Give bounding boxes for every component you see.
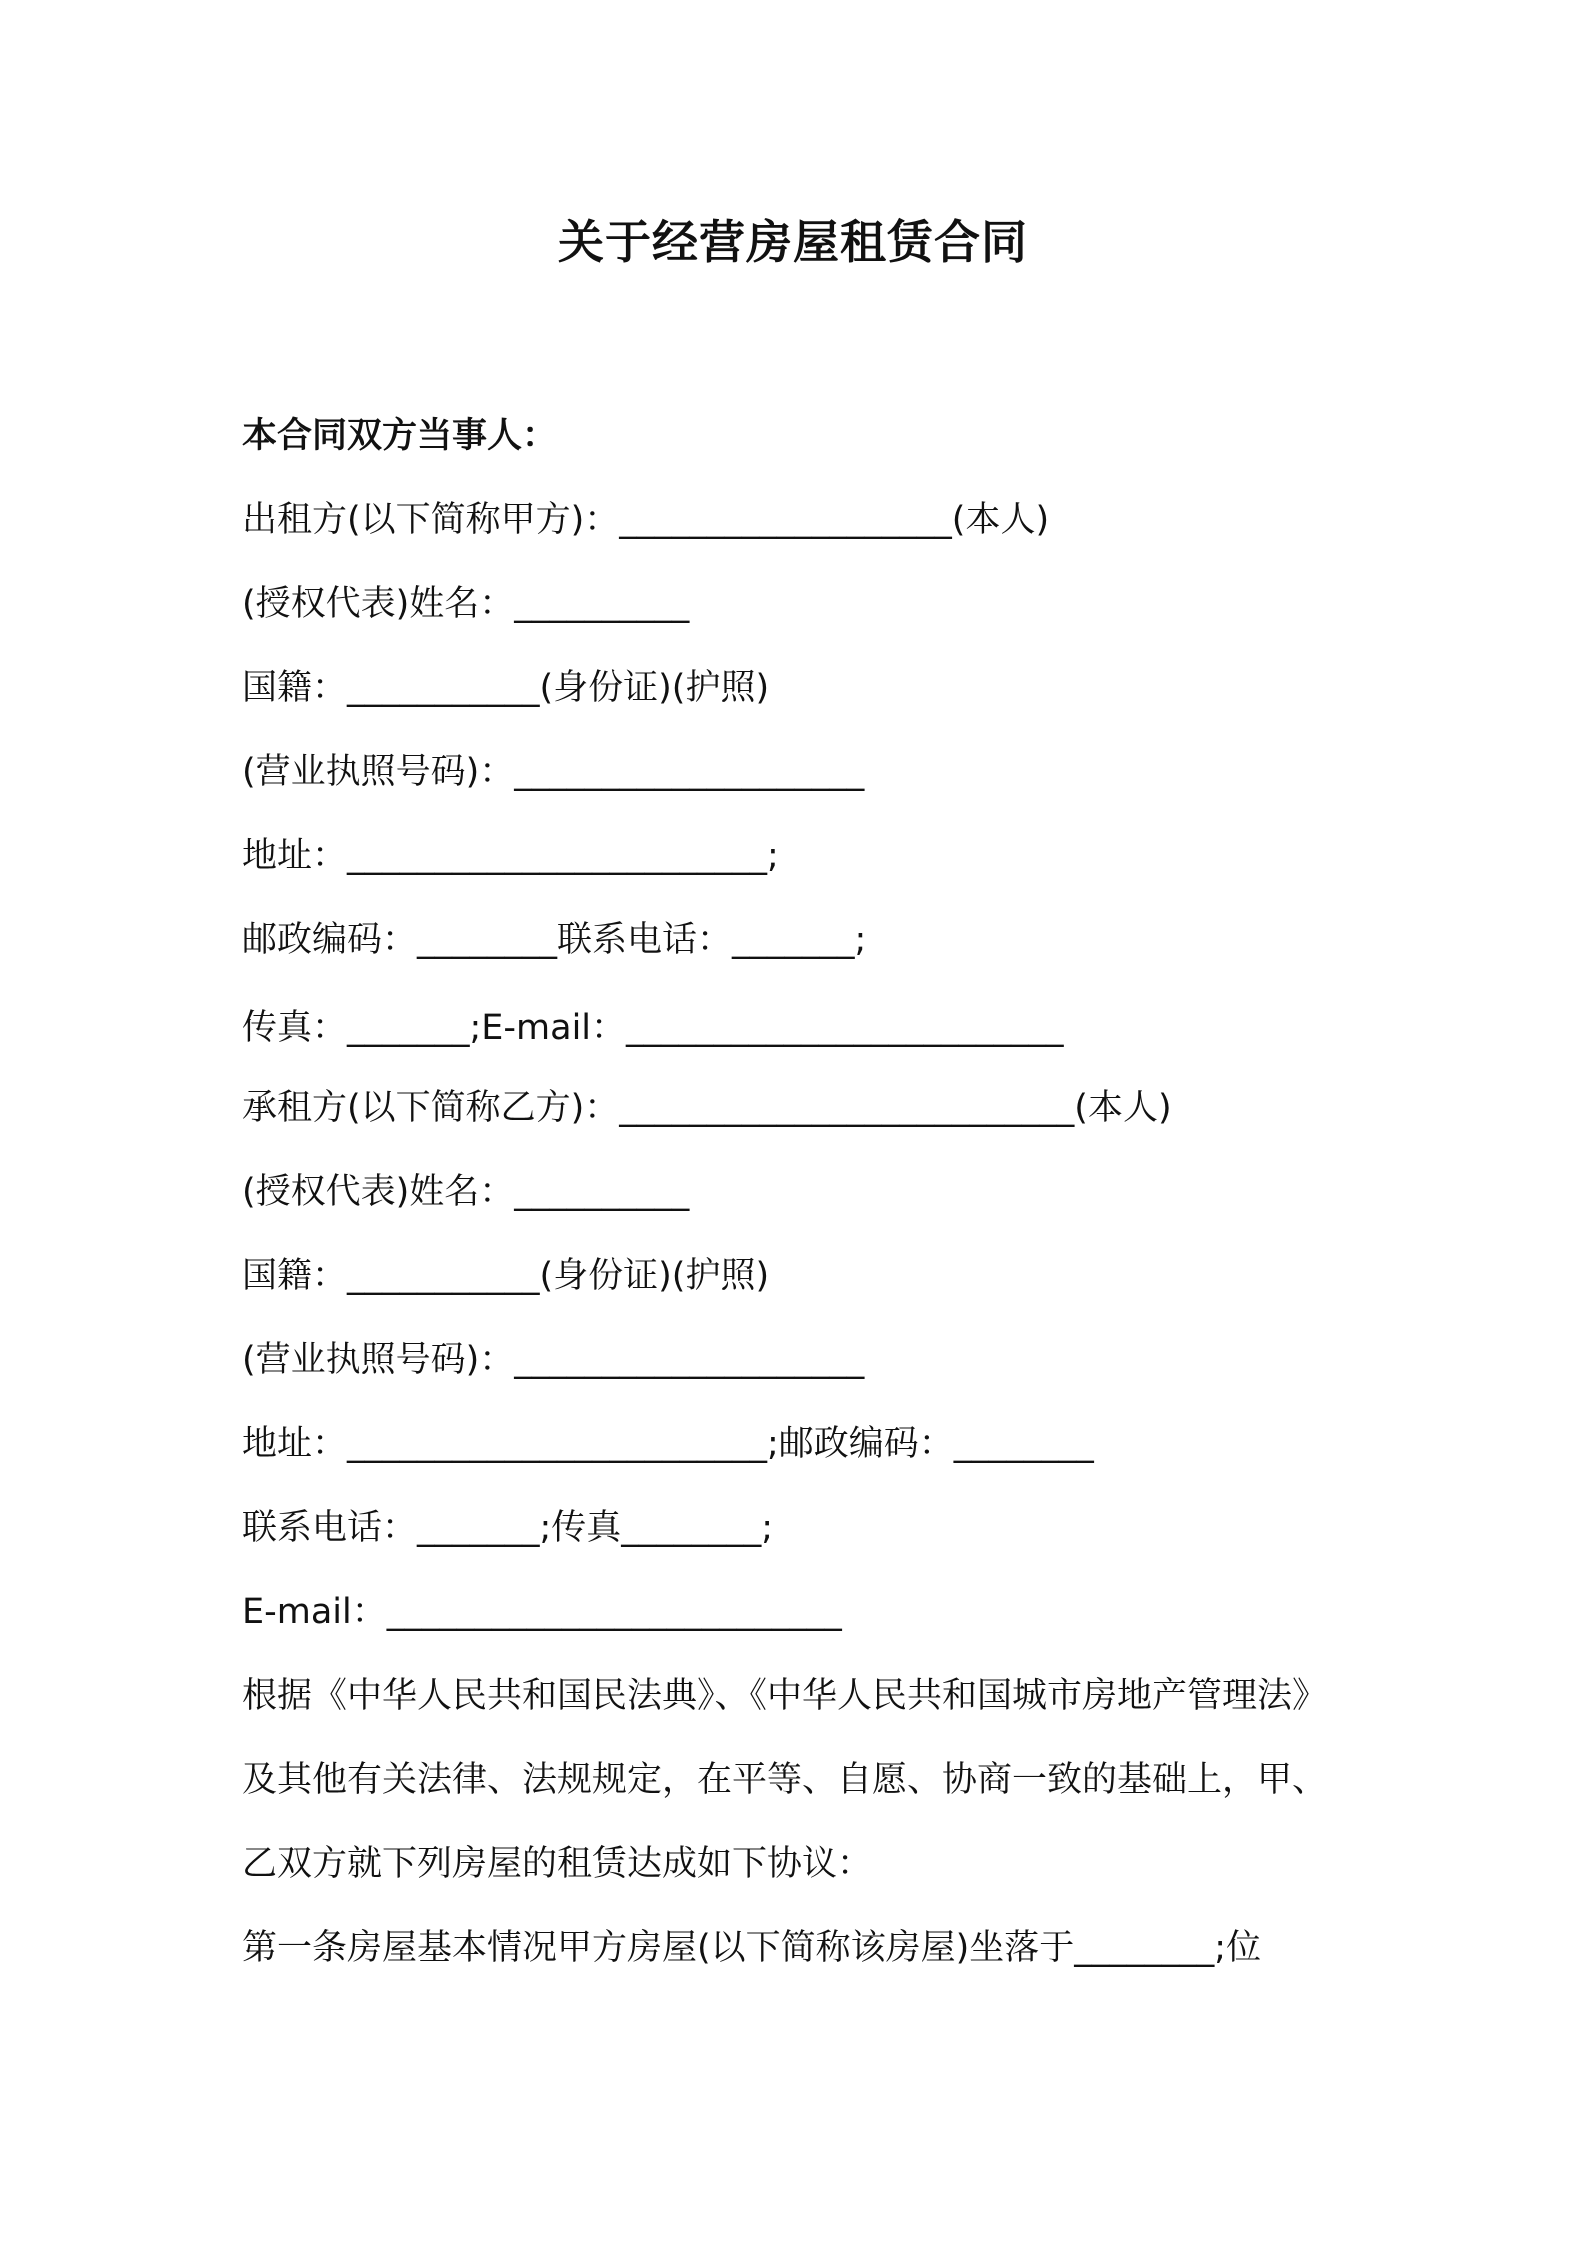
lessor-nationality-line: 国籍：___________(身份证)(护照)	[242, 668, 770, 708]
lessor-fax-email-line: 传真：_______;E-mail：_________________________	[242, 1008, 1064, 1048]
preamble-line-1: 根据《中华人民共和国民法典》、《中华人民共和国城市房地产管理法》	[242, 1676, 1328, 1716]
lessor-representative-line: (授权代表)姓名：__________	[242, 584, 690, 624]
lessor-postcode-phone-line: 邮政编码：________联系电话：_______;	[242, 920, 867, 960]
lessor-license-line: (营业执照号码)：____________________	[242, 752, 865, 792]
lessee-license-line: (营业执照号码)：____________________	[242, 1340, 865, 1380]
document-title: 关于经营房屋租赁合同	[558, 215, 1028, 269]
lessee-representative-line: (授权代表)姓名：__________	[242, 1172, 690, 1212]
parties-heading: 本合同双方当事人：	[242, 416, 558, 456]
lessee-address-postcode-line: 地址：________________________;邮政编码：________	[242, 1424, 1094, 1464]
preamble-line-3: 乙双方就下列房屋的租赁达成如下协议：	[242, 1844, 873, 1884]
article-one-line: 第一条房屋基本情况甲方房屋(以下简称该房屋)坐落于________;位	[242, 1928, 1262, 1968]
lessor-address-line: 地址：________________________;	[242, 836, 779, 876]
lessee-phone-fax-line: 联系电话：_______;传真________;	[242, 1508, 774, 1548]
preamble-line-2: 及其他有关法律、法规规定，在平等、自愿、协商一致的基础上，甲、	[242, 1760, 1328, 1800]
lessee-nationality-line: 国籍：___________(身份证)(护照)	[242, 1256, 770, 1296]
lessor-line: 出租方(以下简称甲方)：___________________(本人)	[242, 500, 1050, 540]
lessee-email-line: E-mail：__________________________	[242, 1592, 842, 1632]
lessee-line: 承租方(以下简称乙方)：__________________________(本人)	[242, 1088, 1172, 1128]
